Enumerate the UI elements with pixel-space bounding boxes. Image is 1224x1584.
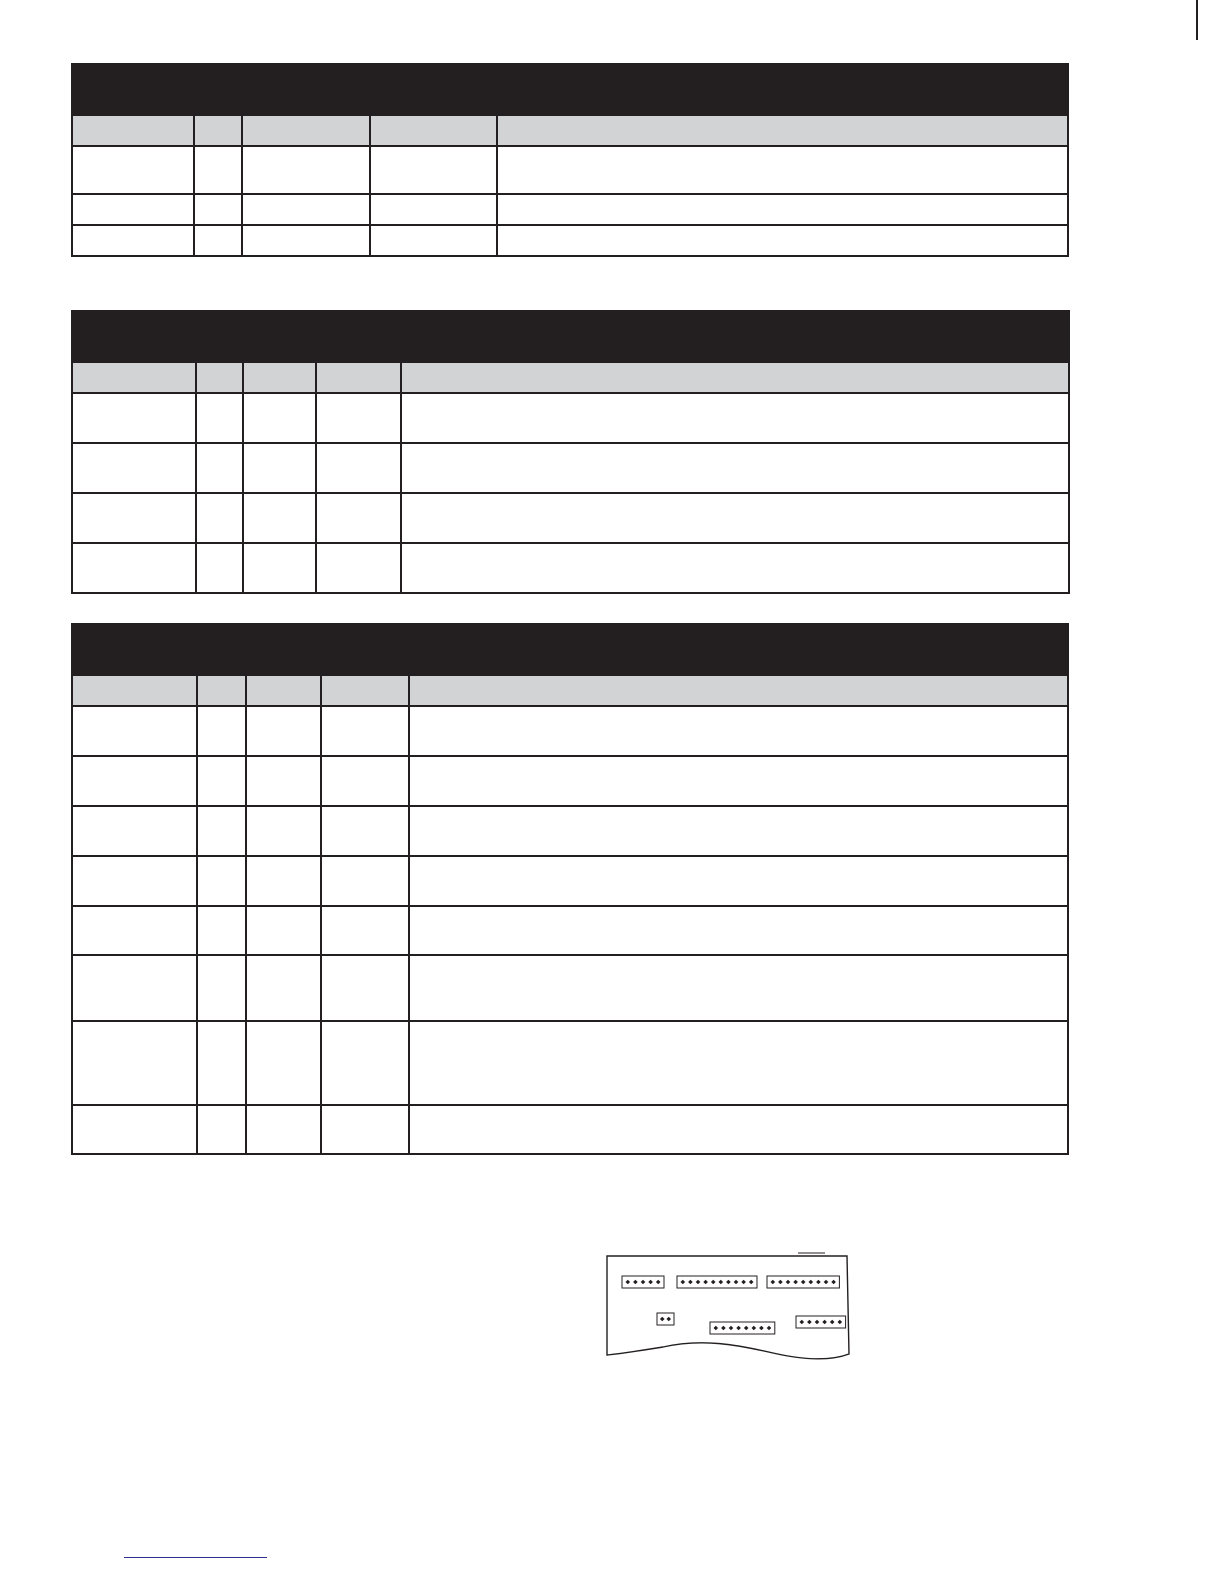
footer-link-underline [124,1557,267,1558]
table-cell [321,706,409,756]
table-title [72,624,1068,675]
table-cell [321,1021,409,1105]
table-row [72,806,1068,856]
table-cell [72,906,197,955]
table-cell [316,393,401,443]
column-header [497,115,1068,146]
table-cell [409,906,1068,955]
table-cell [246,955,321,1021]
table-cell [370,225,497,256]
table-cell [196,543,243,593]
table-cell [246,756,321,806]
table-title [72,64,1068,115]
table-cell [246,1021,321,1105]
table-cell [321,955,409,1021]
table-cell [316,543,401,593]
table-cell [316,443,401,493]
column-header [321,675,409,706]
table-cell [72,706,197,756]
table-cell [243,493,316,543]
table-cell [401,493,1069,543]
board-outline [607,1256,849,1359]
table-cell [72,1021,197,1105]
table-cell [197,806,246,856]
spec-table-1 [71,63,1069,257]
table-cell [197,706,246,756]
column-header [316,362,401,393]
table-cell [197,906,246,955]
table-cell [409,1105,1068,1154]
table-cell [72,756,197,806]
table-cell [243,443,316,493]
table-cell [196,393,243,443]
table-cell [370,194,497,225]
table-row [72,706,1068,756]
column-header [409,675,1068,706]
terminal-block [677,1276,757,1288]
table-cell [197,1021,246,1105]
table-row [72,955,1068,1021]
column-header [72,362,196,393]
table-cell [194,225,242,256]
table-cell [401,443,1069,493]
table-cell [72,856,197,906]
terminal-block [657,1313,674,1325]
table-row [72,906,1068,955]
table-row [72,393,1069,443]
table-row [72,225,1068,256]
table-cell [72,225,194,256]
table-cell [497,194,1068,225]
table-cell [321,856,409,906]
table-cell [72,443,196,493]
table-cell [242,146,370,194]
table-cell [246,856,321,906]
table-cell [497,225,1068,256]
table-cell [321,806,409,856]
table-row [72,543,1069,593]
column-header [246,675,321,706]
table-cell [242,194,370,225]
table-cell [197,756,246,806]
table-row [72,493,1069,543]
column-header [194,115,242,146]
column-header [196,362,243,393]
table-cell [409,856,1068,906]
table-row [72,1021,1068,1105]
table-cell [409,806,1068,856]
table-cell [243,543,316,593]
table-cell [246,706,321,756]
table-cell [246,906,321,955]
circuit-board-diagram [603,1250,855,1370]
page-edge-rule [1196,0,1198,40]
table-row [72,856,1068,906]
table-cell [72,543,196,593]
table-row [72,194,1068,225]
column-header [197,675,246,706]
column-header [242,115,370,146]
table-cell [243,393,316,443]
table-row [72,146,1068,194]
table-cell [321,756,409,806]
table-cell [321,1105,409,1154]
table-cell [409,955,1068,1021]
table-cell [321,906,409,955]
table-cell [197,955,246,1021]
table-cell [246,806,321,856]
column-header [401,362,1069,393]
table-cell [246,1105,321,1154]
table-cell [72,955,197,1021]
table-cell [72,393,196,443]
column-header [243,362,316,393]
spec-table-3 [71,623,1069,1155]
table-cell [409,1021,1068,1105]
table-cell [72,806,197,856]
table-cell [72,194,194,225]
table-cell [194,146,242,194]
table-cell [196,443,243,493]
table-cell [401,543,1069,593]
table-title [72,311,1069,362]
table-cell [242,225,370,256]
column-header [72,675,197,706]
table-cell [72,1105,197,1154]
column-header [370,115,497,146]
table-cell [316,493,401,543]
table-row [72,443,1069,493]
table-row [72,756,1068,806]
table-cell [497,146,1068,194]
table-cell [194,194,242,225]
column-header [72,115,194,146]
terminal-block [767,1276,839,1288]
table-cell [197,856,246,906]
table-cell [409,756,1068,806]
spec-table-2 [71,310,1070,594]
table-cell [72,493,196,543]
table-cell [196,493,243,543]
table-cell [401,393,1069,443]
terminal-block [622,1276,664,1288]
table-cell [409,706,1068,756]
terminal-block [796,1316,846,1328]
terminal-block [710,1322,775,1334]
table-cell [72,146,194,194]
table-cell [197,1105,246,1154]
table-cell [370,146,497,194]
table-row [72,1105,1068,1154]
